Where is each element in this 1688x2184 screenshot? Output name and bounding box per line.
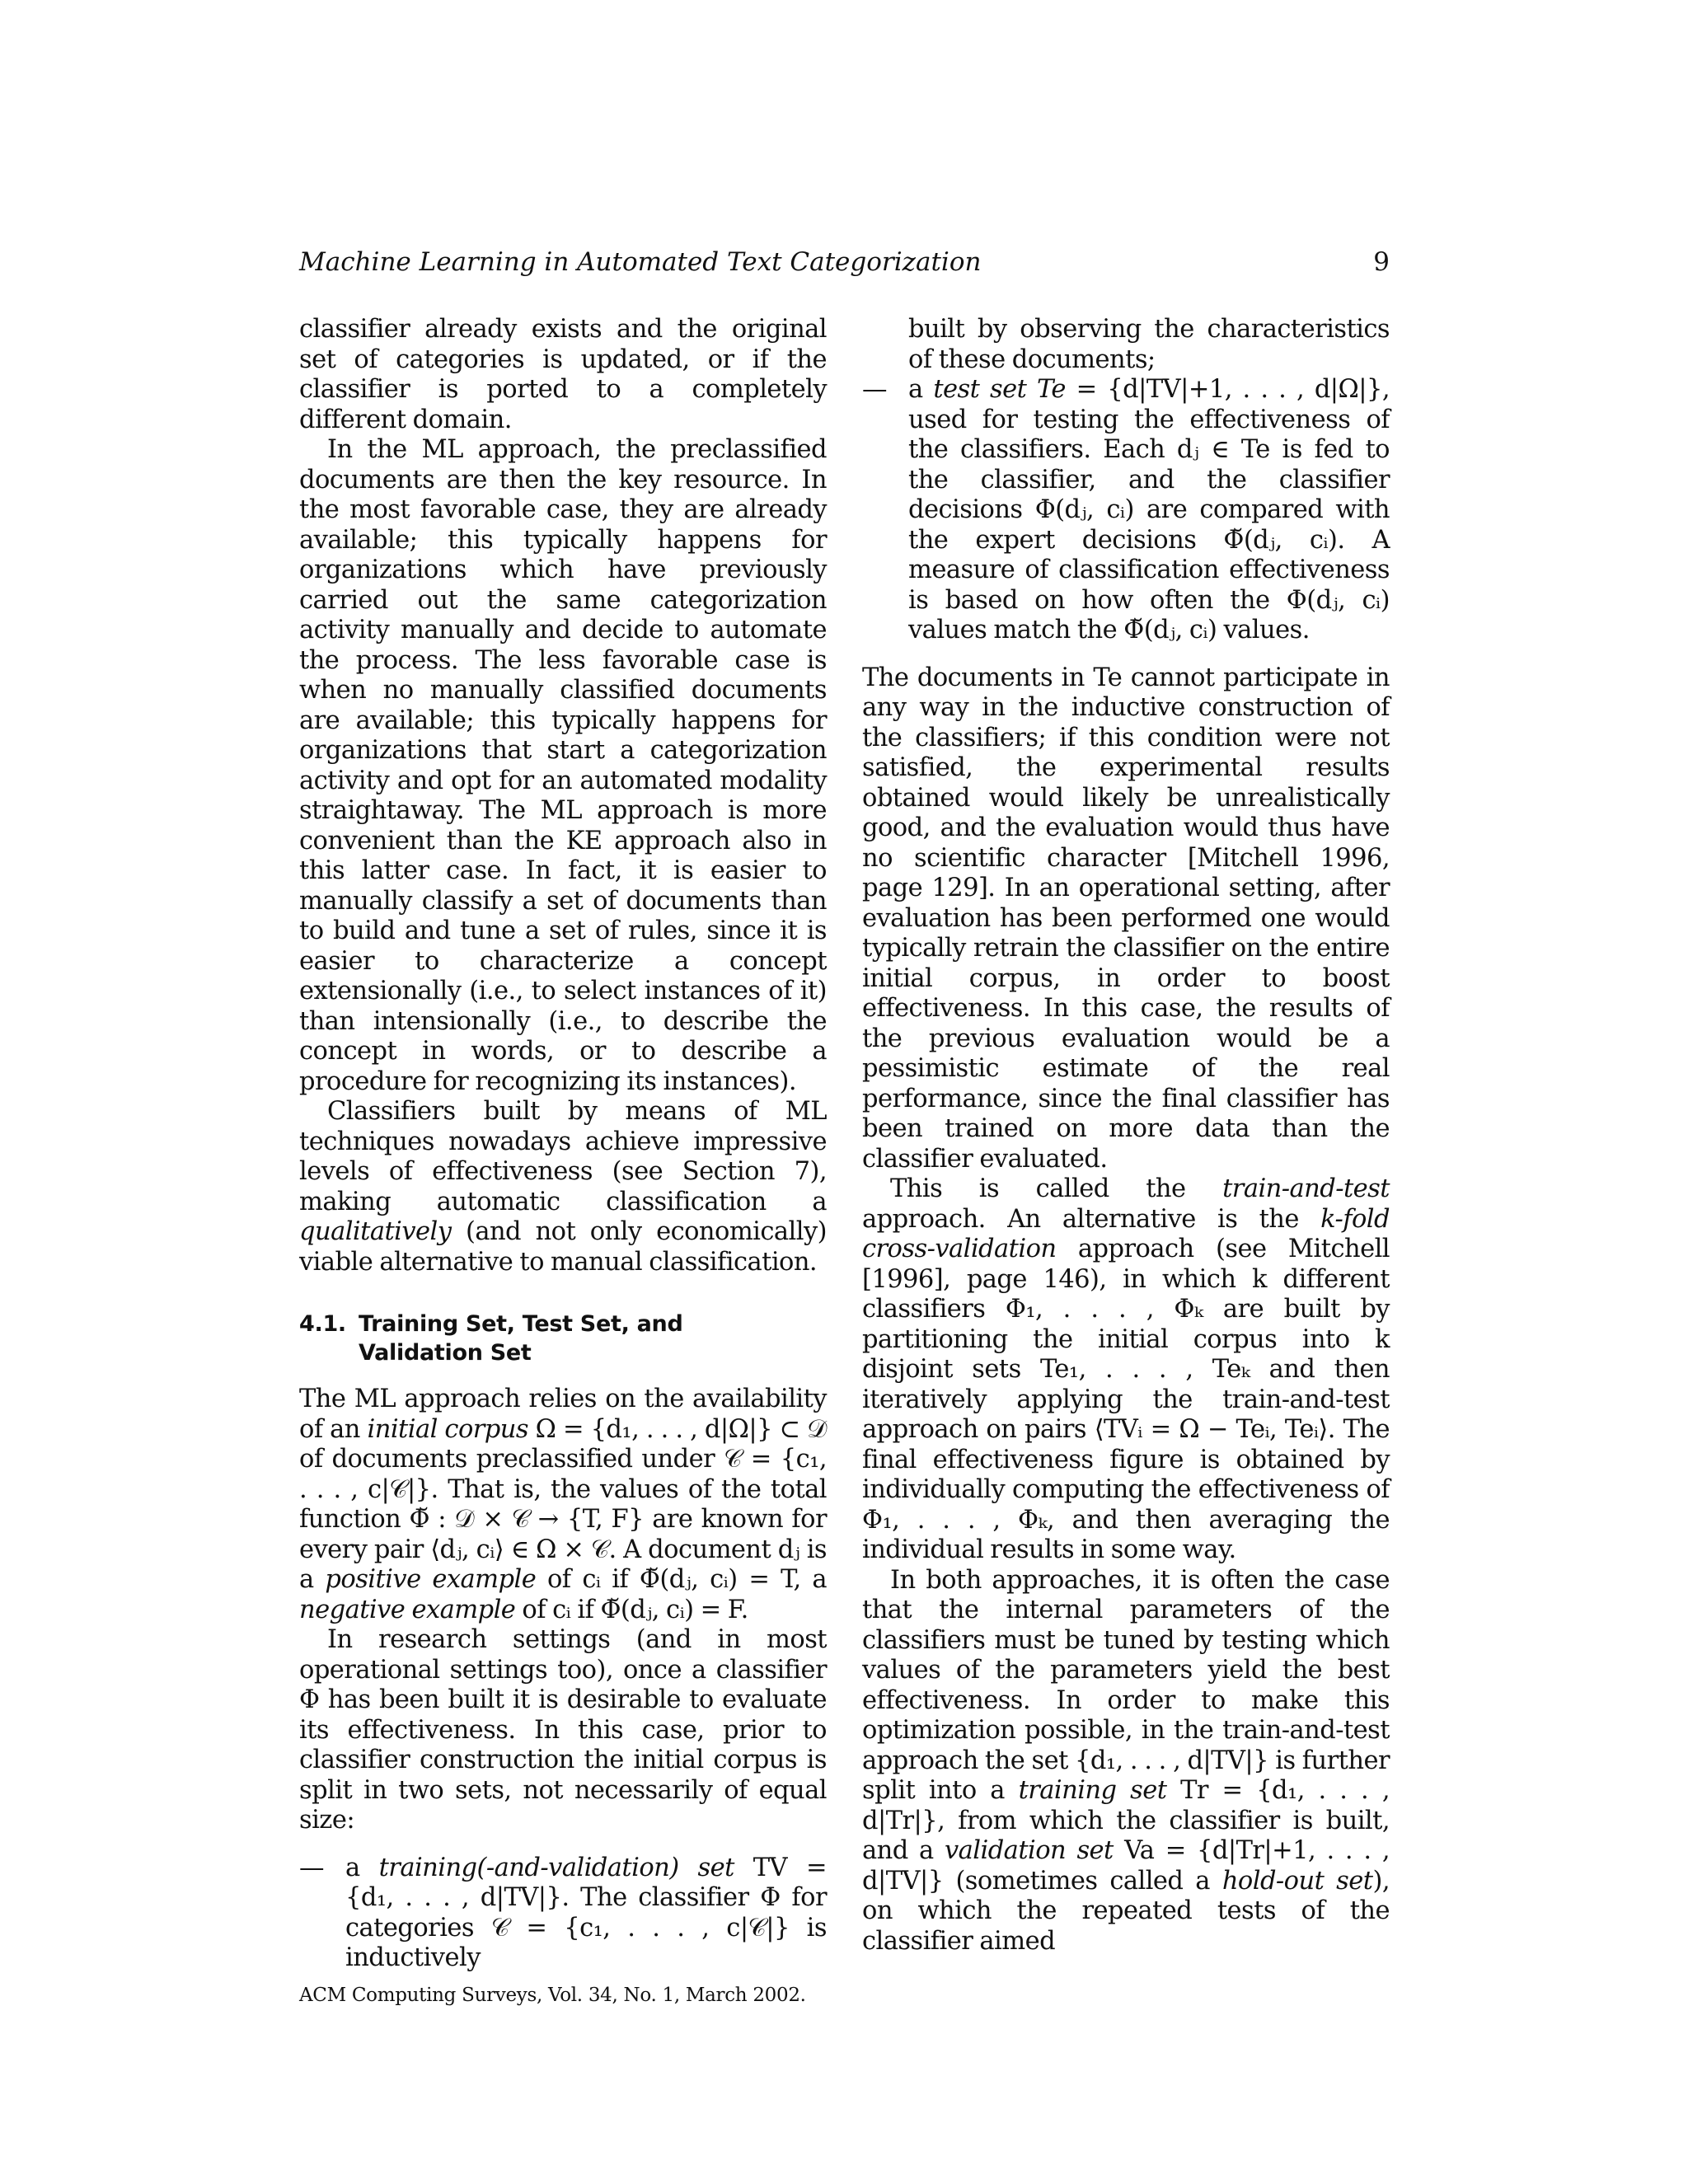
emphasis: test set Te [933,375,1066,404]
text-run: This is called the [890,1174,1223,1203]
page-number: 9 [1373,247,1390,277]
emphasis: k-fold cross-validation [862,1204,1390,1263]
paragraph-train-and-test [862,1174,1390,1566]
dash-bullet: — [299,1853,324,1882]
paragraph-continuation: classifier already exists and the original set of categories is updated, or if the classifier is ported to a completely different domain. [299,315,827,434]
text-run: Tr = {d₁, . . . , d|Tr|}, from which the classifier is built, and a [862,1776,1390,1865]
emphasis: train-and-test [1222,1174,1390,1203]
section-title-line2: Validation Set [359,1340,532,1366]
paragraph-research-settings: In research settings (and in most operational settings too), once a classifier Φ has been built it is desirable to evaluate its effectiveness. In this case, prior to classifier construction the initial corpus is split in two sets, not necessarily of equal size: [299,1625,827,1835]
text-run: Classifiers built by means of ML techniques nowadays achieve impressive levels of effectiveness (see Section 7), making automatic classification a [299,1097,827,1216]
running-head-title: Machine Learning in Automated Text Categorization [299,247,982,277]
section-number: 4.1. [299,1311,346,1337]
text-run: TV = {d₁, . . . , d|TV|}. The classifier Φ for categories 𝒞 = {c₁, . . . , c|𝒞|} is inductively [345,1853,827,1972]
paragraph-test-documents: The documents in Te cannot participate in any way in the inductive construction of the classifiers; if this condition were not satisfied, the experimental results obtained would likely be unrealistically good, and the evaluation would thus have no scientific character [Mitchell 1996, page 129]. In an operational setting, after evaluation has been performed one would typically retrain the classifier on the entire initial corpus, in order to boost effectiveness. In this case, the results of the previous evaluation would be a pessimistic estimate of the real performance, since the final classifier has been trained on more data than the classifier evaluated. [862,663,1390,1174]
paragraph-classifiers [299,1097,827,1277]
text-run: Ω = {d₁, . . . , d|Ω|} ⊂ 𝒟 of documents preclassified under 𝒞 = {c₁, . . . , c|𝒞|}. That is, the values of the total function Φ̆ : 𝒟 × 𝒞 → {T, F} are known for every pair ⟨dⱼ, cᵢ⟩ ∈ Ω × 𝒞. A document dⱼ is a [299,1414,827,1594]
emphasis: validation set [944,1836,1114,1865]
list-item-training-set [299,1854,827,1974]
paragraph-initial-corpus [299,1385,827,1625]
text-run: approach. An alternative is the [862,1204,1321,1234]
left-column [299,315,827,1974]
emphasis: training(-and-validation) set [378,1853,734,1882]
running-head [299,247,1390,288]
list-item-test-set [862,375,1390,646]
text-run: ), on which the repeated tests of the classifier aimed [862,1866,1390,1956]
section-title-line1: Training Set, Test Set, and [359,1311,683,1337]
section-heading [299,1310,827,1367]
journal-footer: ACM Computing Surveys, Vol. 34, No. 1, March 2002. [299,1985,806,2006]
right-column [862,315,1390,1957]
paragraph-validation [862,1566,1390,1957]
emphasis: negative example [299,1595,516,1624]
emphasis: training set [1018,1776,1167,1805]
text-run: In both approaches, it is often the case that the internal parameters of the classifiers must be tuned by testing which values of the parameters yield the best effectiveness. In order to make this optimization possible, in the train-and-test approach the set {d₁, . . . , d|TV|} is further split into a [862,1565,1390,1805]
text-run: a [908,375,934,404]
text-run: of cᵢ if Φ̆(dⱼ, cᵢ) = T, a [536,1565,828,1594]
emphasis: hold-out set [1221,1866,1373,1896]
text-run: approach (see Mitchell [1996], page 146), in which k different classifiers Φ₁, . . . , Φₖ are built by partitioning the initial corpus into k disjoint sets Te₁, . . . , Teₖ and then iteratively applying the train-and-test approach on pairs ⟨TVᵢ = Ω − Teᵢ, Teᵢ⟩. The final effectiveness figure is obtained by individually computing the effectiveness of Φ₁, . . . , Φₖ, and then averaging the individual results in some way. [862,1235,1390,1564]
emphasis: positive example [325,1565,537,1594]
text-run: a [345,1853,379,1882]
text-run: of cᵢ if Φ̆(dⱼ, cᵢ) = F. [515,1595,748,1624]
paragraph-ml-approach: In the ML approach, the preclassified documents are then the key resource. In the most favorable case, they are already available; this typically happens for organizations which have previously carried out the same categorization activity manually and decide to automate the process. The less favorable case is when no manually classified documents are available; this typically happens for organizations that start a categorization activity and opt for an automated modality straightaway. The ML approach is more convenient than the KE approach also in this latter case. In fact, it is easier to manually classify a set of documents than to build and tune a set of rules, since it is easier to characterize a concept extensionally (i.e., to select instances of it) than intensionally (i.e., to describe the concept in words, or to describe a procedure for recognizing its instances). [299,435,827,1096]
list-item-continuation: built by observing the characteristics of these documents; [908,315,1390,374]
text-run: (and not only economically) viable alternative to manual classification. [299,1217,827,1277]
text-run: = {d|TV|+1, . . . , d|Ω|}, used for testing the effectiveness of the classifiers. Each dⱼ ∈ Te is fed to the classifier, and the classifier decisions Φ(dⱼ, cᵢ) are compared with the expert decisions Φ̆(dⱼ, cᵢ). A measure of classification effectiveness is based on how often the Φ(dⱼ, cᵢ) values match the Φ̆(dⱼ, cᵢ) values. [908,375,1390,644]
emphasis: qualitatively [299,1217,452,1246]
emphasis: initial corpus [367,1414,528,1444]
dash-bullet: — [862,375,887,404]
text-run: The ML approach relies on the availability of an [299,1385,827,1444]
text-run: Va = {d|Tr|+1, . . . , d|TV|} (sometimes called a [862,1836,1390,1896]
